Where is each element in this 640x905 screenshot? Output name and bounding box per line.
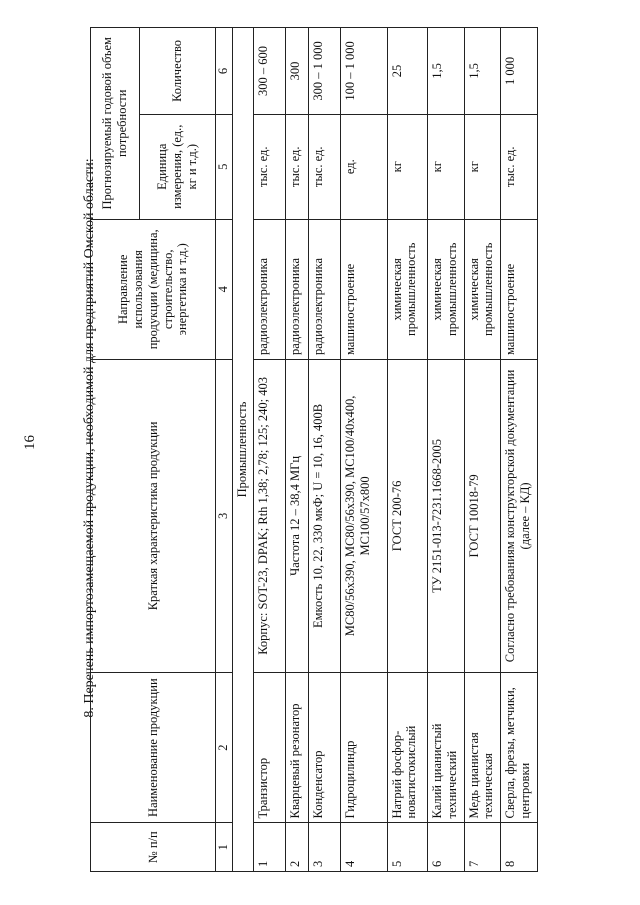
product-usage: машиностроение	[340, 219, 387, 359]
product-name: Гидроцилиндр	[340, 672, 387, 823]
column-number: 5	[216, 114, 233, 219]
product-unit: тыс. ед.	[285, 114, 308, 219]
product-unit: тыс. ед.	[253, 114, 285, 219]
table-row	[387, 28, 427, 872]
product-qty: 300 – 600	[253, 28, 285, 115]
product-usage: радиоэлектроника	[309, 219, 341, 359]
table-row	[309, 28, 341, 872]
product-name: Натрий фосфор-новатистокислый	[387, 672, 427, 823]
column-numbers-row	[216, 28, 233, 872]
product-spec: ГОСТ 10018-79	[464, 360, 501, 673]
header-spec: Краткая характеристика продукции	[91, 360, 216, 673]
table-row	[428, 28, 465, 872]
product-usage: химическая промышленность	[464, 219, 501, 359]
product-spec: ГОСТ 200-76	[387, 360, 427, 673]
table-caption: 8. Перечень импортозамещаемой продукции, необходимой для предприятий Омской области:	[82, 158, 97, 718]
product-name: Медь цианистая техническая	[464, 672, 501, 823]
page-number: 16	[22, 435, 38, 450]
row-number: 4	[340, 823, 387, 872]
row-number: 6	[428, 823, 465, 872]
column-number: 4	[216, 219, 233, 359]
table-row	[464, 28, 501, 872]
product-qty: 25	[387, 28, 427, 115]
import-substitution-table	[90, 27, 538, 872]
product-spec: Частота 12 – 38,4 МГц	[285, 360, 308, 673]
product-unit: тыс. ед.	[501, 114, 538, 219]
product-spec: Корпус: SOT-23, DPAK; Rth 1,38; 2,78; 125; 240; 403	[253, 360, 285, 673]
column-number: 3	[216, 360, 233, 673]
header-forecast: Прогнозируемый годовой объем потребности	[91, 28, 140, 220]
product-unit: кг	[387, 114, 427, 219]
product-name: Калий цианистый технический	[428, 672, 465, 823]
product-spec: Согласно требованиям конструкторской документации (далее – КД)	[501, 360, 538, 673]
product-spec: МС80/56х390, МС80/56х390, МС100/40х400, МС100/57х800	[340, 360, 387, 673]
product-name: Конденсатор	[309, 672, 341, 823]
product-spec: ТУ 2151-013-7231.1668-2005	[428, 360, 465, 673]
product-qty: 300 – 1 000	[309, 28, 341, 115]
product-name: Кварцевый резонатор	[285, 672, 308, 823]
product-name: Сверла, фрезы, метчики, центровки	[501, 672, 538, 823]
product-usage: химическая промышленность	[428, 219, 465, 359]
row-number: 5	[387, 823, 427, 872]
header-num: № п/п	[91, 823, 216, 872]
header-usage: Направление использования продукции (медицина, строительство, энергетика и т.д.)	[91, 219, 216, 359]
row-number: 8	[501, 823, 538, 872]
column-number: 6	[216, 28, 233, 115]
product-qty: 1,5	[428, 28, 465, 115]
product-qty: 100 – 1 000	[340, 28, 387, 115]
product-usage: машиностроение	[501, 219, 538, 359]
product-unit: кг	[464, 114, 501, 219]
table-row	[253, 28, 285, 872]
header-qty: Количество	[139, 28, 215, 115]
table-row	[285, 28, 308, 872]
product-unit: кг	[428, 114, 465, 219]
product-usage: радиоэлектроника	[253, 219, 285, 359]
table-row	[501, 28, 538, 872]
product-spec: Емкость 10, 22, 330 мкФ; U = 10, 16, 400В	[309, 360, 341, 673]
product-qty: 300	[285, 28, 308, 115]
row-number: 1	[253, 823, 285, 872]
rotated-table-wrapper	[90, 27, 538, 872]
row-number: 3	[309, 823, 341, 872]
table-row	[340, 28, 387, 872]
column-number: 2	[216, 672, 233, 823]
section-heading: Промышленность	[232, 28, 253, 872]
column-number: 1	[216, 823, 233, 872]
product-usage: радиоэлектроника	[285, 219, 308, 359]
row-number: 7	[464, 823, 501, 872]
header-unit: Единица измерения, (ед., кг и т.д.)	[139, 114, 215, 219]
product-unit: тыс. ед.	[309, 114, 341, 219]
product-name: Транзистор	[253, 672, 285, 823]
product-qty: 1,5	[464, 28, 501, 115]
header-name: Наименование продукции	[91, 672, 216, 823]
product-unit: ед.	[340, 114, 387, 219]
product-qty: 1 000	[501, 28, 538, 115]
row-number: 2	[285, 823, 308, 872]
product-usage: химическая промышленность	[387, 219, 427, 359]
